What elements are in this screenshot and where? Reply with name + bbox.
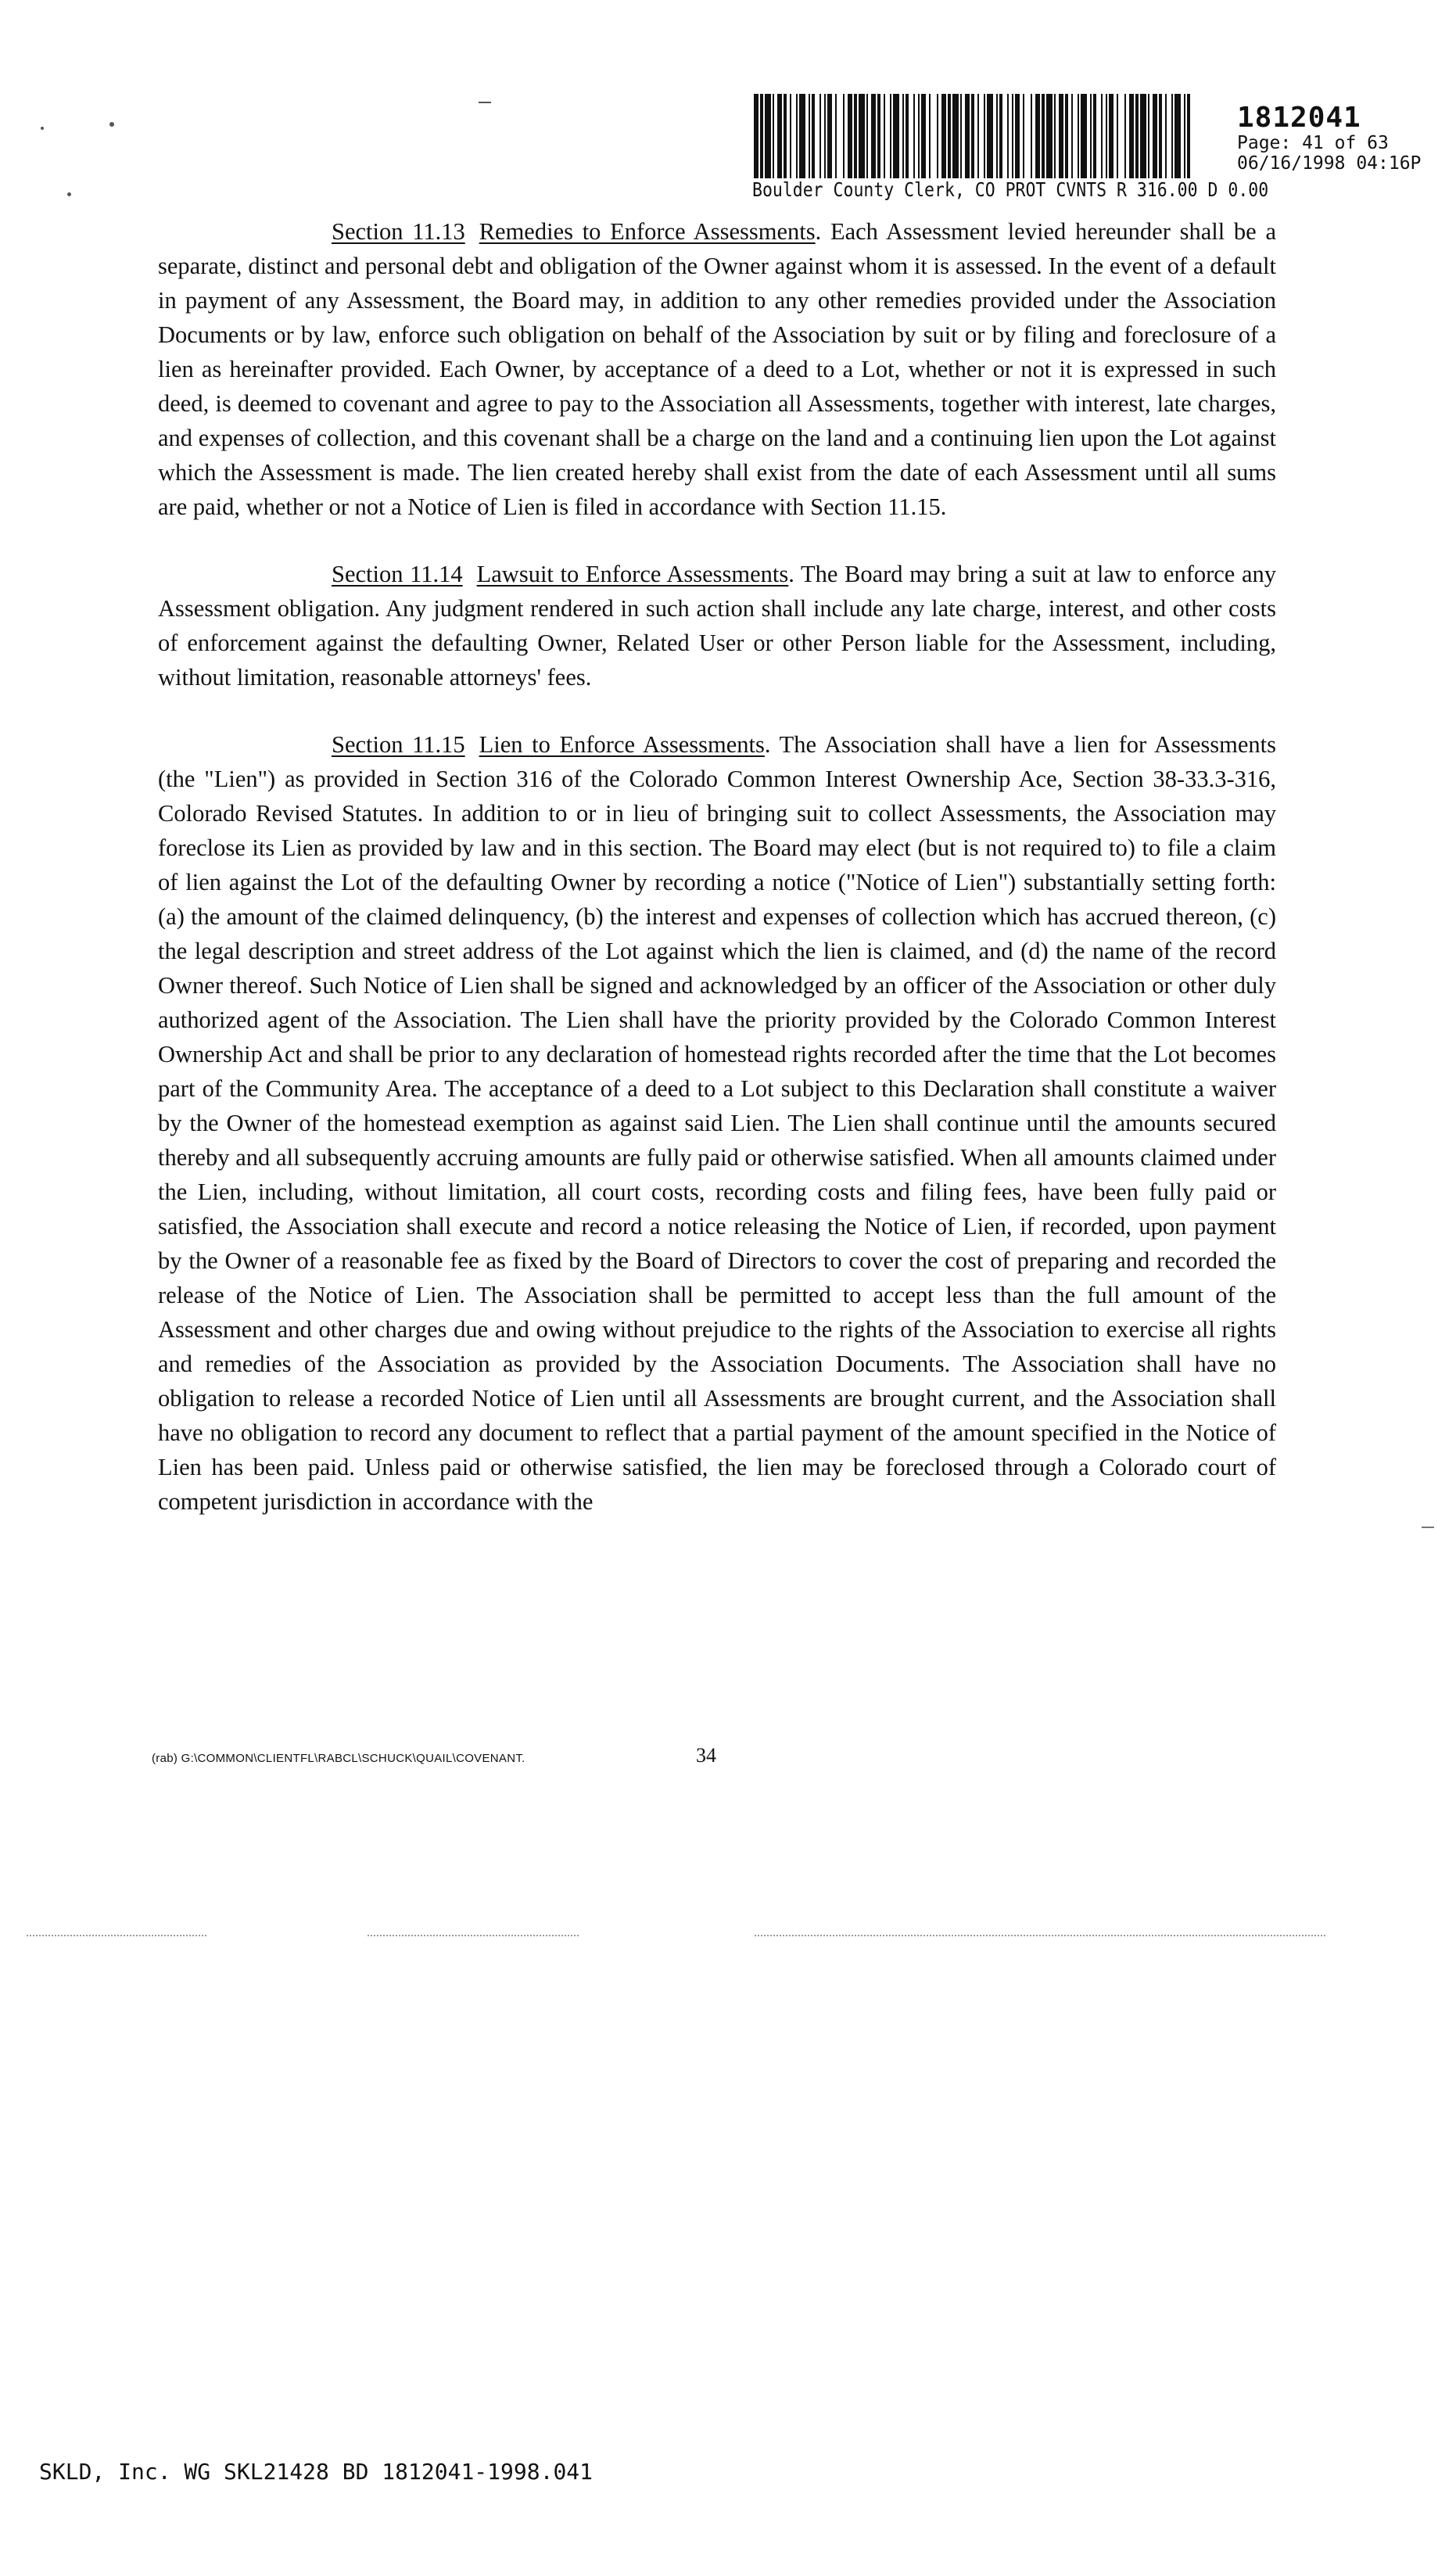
barcode-bar <box>1065 94 1068 178</box>
recording-stamp <box>752 94 1425 211</box>
section-number: Section 11.14 <box>332 561 463 587</box>
section-text: . The Board may bring a suit at law to enforce any Assessment obligation. Any judgment rendered in such action shall include any late charge, interest, and other costs of enforcement against the defaulting Owner, Related User or other Person liable for the Assessment, including, without limitation, reasonable attorneys' fees. <box>158 561 1277 691</box>
barcode-bar <box>1140 94 1146 178</box>
barcode-bar <box>965 94 970 178</box>
barcode-bar <box>1171 94 1173 178</box>
scan-speck <box>109 122 114 127</box>
barcode-bar <box>760 94 763 178</box>
barcode-bar <box>827 94 832 178</box>
barcode-bar <box>1106 94 1107 178</box>
barcode-bar <box>1015 94 1020 178</box>
barcode-bar <box>1059 94 1063 178</box>
barcode-bar <box>890 94 891 178</box>
barcode-bar <box>754 94 758 178</box>
barcode-bar <box>854 94 857 178</box>
barcode-bar <box>1165 94 1167 178</box>
barcode-bar <box>996 94 998 178</box>
section-number: Section 11.13 <box>332 218 465 245</box>
barcode-bar <box>819 94 821 178</box>
barcode-bar <box>835 94 837 178</box>
barcode-bar <box>1184 94 1185 178</box>
barcode-bar <box>843 94 845 178</box>
barcode-bar <box>893 94 899 178</box>
barcode-bar <box>1071 94 1073 178</box>
section-11-14 <box>158 557 1276 694</box>
barcode-bar <box>1187 94 1190 178</box>
stamp-clerk-line: Boulder County Clerk, CO PROT CVNTS R 316.00 D 0.00 <box>752 178 1269 201</box>
barcode-bar <box>859 94 865 178</box>
barcode-bar <box>1046 94 1053 178</box>
barcode-bar <box>984 94 985 178</box>
barcode-bar <box>918 94 920 178</box>
barcode-bar <box>1129 94 1134 178</box>
barcode-bar <box>796 94 798 178</box>
barcode-bar <box>1117 94 1118 178</box>
barcode-bar <box>977 94 979 178</box>
barcode-bar <box>913 94 915 178</box>
barcode-bar <box>1042 94 1045 178</box>
barcode-bar <box>906 94 909 178</box>
barcode-bar <box>777 94 782 178</box>
barcode-bar <box>1124 94 1126 178</box>
barcode-bar <box>941 94 946 178</box>
barcode-bar <box>987 94 993 178</box>
scan-artifact-line <box>368 1935 579 1936</box>
barcode-bar <box>1035 94 1040 178</box>
stamp-date-time: 06/16/1998 04:16P <box>1237 153 1422 174</box>
barcode-bar <box>1031 94 1032 178</box>
section-text: . The Association shall have a lien for Assessments (the "Lien") as provided in Section 316 of the Colorado Common Interest Ownership Ace, Section 38-33.3-316, Colorado Revised Statutes. In addition to or in lieu of bringing suit to collect Assessments, the Association may foreclose its Lien as provided by law and in this section. The Board may elect (but is not required to) to file a claim of lien against the Lot of the defaulting Owner by recording a notice ("Notice of Lien") substantially setting forth: (a) the amount of the claimed delinquency, (b) the interest and expenses of collection which has accrued thereon, (c) the legal description and street address of the Lot against which the lien is claimed, and (d) the name of the record Owner thereof. Such Notice of Lien shall be signed and acknowledged by an officer of the Association or other duly authorized agent of the Association. The Lien shall have the priority provided by the Colorado Common Interest Ownership Act and shall be prior to any declaration of homestead rights recorded after the time that the Lot becomes part of the Community Area. The acceptance of a deed to a Lot subject to this Declaration shall constitute a waiver by the Owner of the homestead exemption as against said Lien. The Lien shall continue until the amounts secured thereby and all subsequently accruing amounts are fully paid or otherwise satisfied. When all amounts claimed under the Lien, including, without limitation, all court costs, recording costs and filing fees, have been fully paid or satisfied, the Association shall execute and record a notice releasing the Notice of Lien, if recorded, upon payment by the Owner of a reasonable fee as fixed by the Board of Directors to cover the cost of preparing and recorded the release of the Notice of Lien. The Association shall be permitted to accept less than the full amount of the Assessment and other charges due and owing without prejudice to the rights of the Association to exercise all rights and remedies of the Association as provided by the Association Documents. The Association shall have no obligation to release a recorded Notice of Lien until all Assessments are brought current, and the Association shall have no obligation to record any document to reflect that a partial payment of the amount specified in the Notice of Lien has been paid. Unless paid or otherwise satisfied, the lien may be foreclosed through a Colorado court of competent jurisdiction in accordance with the <box>158 731 1276 1515</box>
scan-speck <box>67 192 71 196</box>
barcode-bar <box>1153 94 1157 178</box>
barcode-bar <box>1007 94 1009 178</box>
barcode-bar <box>784 94 787 178</box>
barcode-bar <box>866 94 868 178</box>
record-footer: SKLD, Inc. WG SKL21428 BD 1812041-1998.041 <box>39 2459 594 2485</box>
barcode-bar <box>1093 94 1096 178</box>
section-11-13 <box>158 214 1276 524</box>
margin-mark <box>1422 1527 1434 1528</box>
barcode-bar <box>948 94 951 178</box>
barcode-bar <box>790 94 791 178</box>
barcode-bar <box>1148 94 1149 178</box>
barcode-bar <box>1109 94 1114 178</box>
barcode-bar <box>871 94 876 178</box>
barcode-bar <box>799 94 805 178</box>
section-title: Remedies to Enforce Assessments <box>479 218 816 245</box>
stamp-page-count: Page: 41 of 63 <box>1237 133 1389 153</box>
section-text: . Each Assessment levied hereunder shall be a separate, distinct and personal debt and obligation of the Owner against whom it is assessed. In the event of a default in payment of any Assessment, the Board may, in addition to any other remedies provided under the Association Documents or by law, enforce such obligation on behalf of the Association by suit or by filing and foreclosure of a lien as hereinafter provided. Each Owner, by acceptance of a deed to a Lot, whether or not it is expressed in such deed, is deemed to covenant and agree to pay to the Association all Assessments, together with interest, late charges, and expenses of collection, and this covenant shall be a charge on the land and a continuing lien upon the Lot against which the Assessment is made. The lien created hereby shall exist from the date of each Assessment until all sums are paid, whether or not a Notice of Lien is filed in accordance with Section 11.15. <box>158 218 1276 520</box>
barcode-bar <box>773 94 774 178</box>
section-number: Section 11.15 <box>332 731 465 758</box>
barcode-bar <box>1081 94 1087 178</box>
barcode-bar <box>1135 94 1139 178</box>
document-number: 1812041 <box>1237 102 1361 134</box>
barcode-bar <box>884 94 885 178</box>
barcode-bar <box>1078 94 1079 178</box>
barcode-bar <box>952 94 959 178</box>
barcode-bar <box>1101 94 1103 178</box>
barcode-bar <box>937 94 938 178</box>
barcode-bar <box>1023 94 1024 178</box>
section-title: Lien to Enforce Assessments <box>479 731 765 758</box>
barcode-bar <box>812 94 815 178</box>
section-11-15 <box>158 727 1276 1519</box>
barcode-bar <box>765 94 771 178</box>
barcode-bar <box>902 94 904 178</box>
page-number: 34 <box>696 1744 716 1767</box>
barcode-bar <box>877 94 880 178</box>
barcode-bar <box>1054 94 1056 178</box>
scan-speck <box>41 127 44 130</box>
scan-artifact-line <box>27 1935 206 1936</box>
barcode-bar <box>1090 94 1092 178</box>
barcode <box>754 94 1192 178</box>
barcode-bar <box>960 94 962 178</box>
scan-artifact-line <box>755 1935 1325 1936</box>
barcode-bar <box>971 94 974 178</box>
barcode-bar <box>809 94 810 178</box>
barcode-bar <box>921 94 926 178</box>
file-path: (rab) G:\COMMON\CLIENTFL\RABCL\SCHUCK\QUAIL\COVENANT. <box>152 1752 525 1765</box>
barcode-bar <box>824 94 826 178</box>
barcode-bar <box>1174 94 1181 178</box>
barcode-bar <box>848 94 852 178</box>
scan-speck <box>479 102 491 103</box>
document-body <box>158 214 1276 1552</box>
barcode-bar <box>1159 94 1162 178</box>
section-title: Lawsuit to Enforce Assessments <box>476 561 789 587</box>
barcode-bar <box>1012 94 1013 178</box>
barcode-bar <box>929 94 931 178</box>
barcode-bar <box>999 94 1002 178</box>
